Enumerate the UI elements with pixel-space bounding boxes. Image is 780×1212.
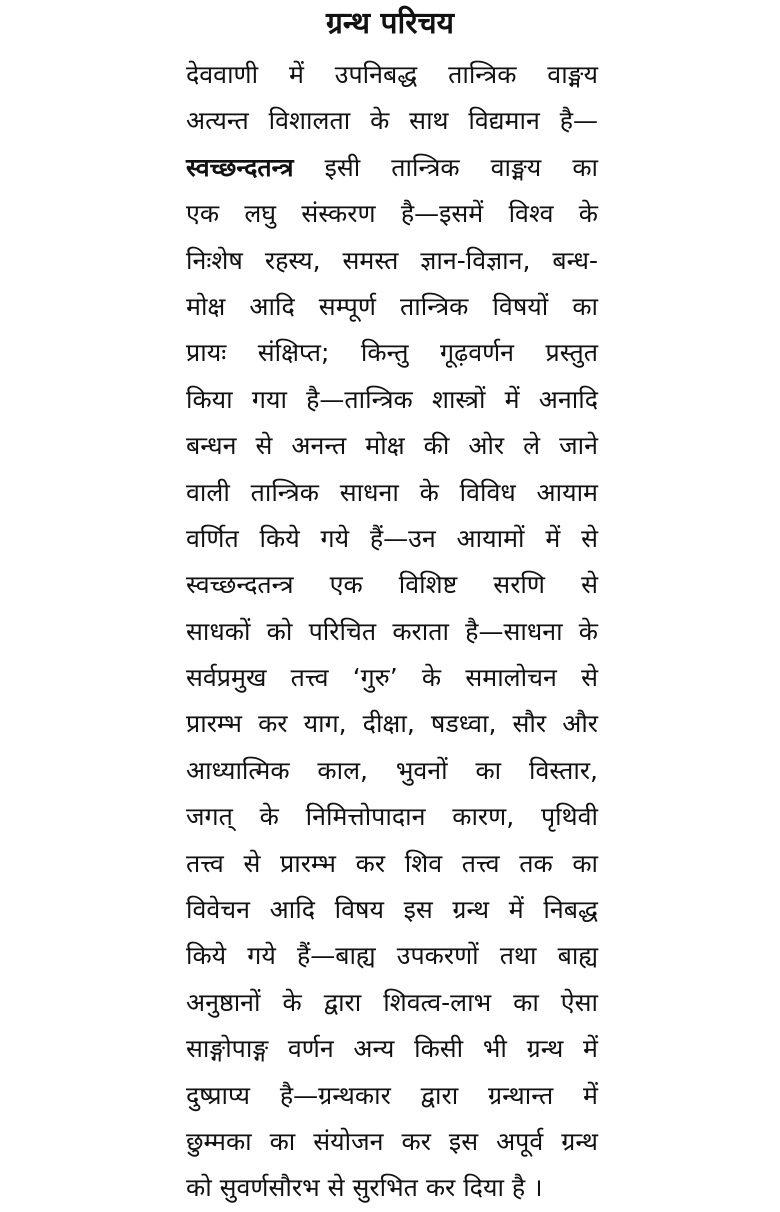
book-name-emphasis: स्वच्छन्दतन्त्र (186, 152, 294, 182)
text-line: निःशेष रहस्य, समस्त ज्ञान-विज्ञान, बन्ध- (186, 245, 598, 275)
text-line: जगत् के निमित्तोपादान कारण, पृथिवी (186, 802, 598, 832)
text-line: एक लघु संस्करण है—इसमें विश्व के (186, 199, 598, 229)
text-line: किये गये हैं—बाह्य उपकरणों तथा बाह्य (186, 941, 598, 971)
text-line: देववाणी में उपनिबद्ध तान्त्रिक वाङ्मय (186, 60, 598, 89)
text-line: अनुष्ठानों के द्वारा शिवत्व-लाभ का ऐसा (186, 987, 598, 1017)
text-line: अत्यन्त विशालता के साथ विद्यमान है— (186, 106, 598, 136)
text-line-last: को सुवर्णसौरभ से सुरभित कर दिया है । (186, 1173, 543, 1203)
text-line: दुष्प्राप्य है—ग्रन्थकार द्वारा ग्रन्थान्त में (186, 1080, 598, 1110)
text-line: सर्वप्रमुख तत्त्व ‘गुरु’ के समालोचन से (186, 663, 598, 693)
text-line: स्वच्छन्दतन्त्र एक विशिष्ट सरणि से (186, 570, 598, 600)
text-line: वाली तान्त्रिक साधना के विविध आयाम (186, 477, 598, 507)
text-line-segment: इसी तान्त्रिक वाङ्मय का (324, 152, 598, 182)
text-line: विवेचन आदि विषय इस ग्रन्थ में निबद्ध (186, 895, 598, 925)
text-line: प्रारम्भ कर याग, दीक्षा, षडध्वा, सौर और (186, 709, 598, 739)
text-line: वर्णित किये गये हैं—उन आयामों में से (186, 523, 598, 553)
text-line: बन्धन से अनन्त मोक्ष की ओर ले जाने (186, 431, 598, 461)
text-line: तत्त्व से प्रारम्भ कर शिव तत्त्व तक का (186, 848, 598, 878)
text-line: साङ्गोपाङ्ग वर्णन अन्य किसी भी ग्रन्थ में (186, 1034, 598, 1064)
text-line: किया गया है—तान्त्रिक शास्त्रों में अनादि (186, 384, 598, 414)
text-line: प्रायः संक्षिप्त; किन्तु गूढ़वर्णन प्रस्तुत (186, 338, 598, 368)
text-line: साधकों को परिचित कराता है—साधना के (186, 616, 598, 646)
text-line: मोक्ष आदि सम्पूर्ण तान्त्रिक विषयों का (186, 291, 598, 321)
page-title: ग्रन्थ परिचय (325, 6, 455, 41)
text-line: छुम्मका का संयोजन कर इस अपूर्व ग्रन्थ (186, 1126, 598, 1156)
text-line (186, 145, 598, 191)
body-paragraph (186, 52, 598, 1212)
text-line: आध्यात्मिक काल, भुवनों का विस्तार, (186, 755, 598, 785)
